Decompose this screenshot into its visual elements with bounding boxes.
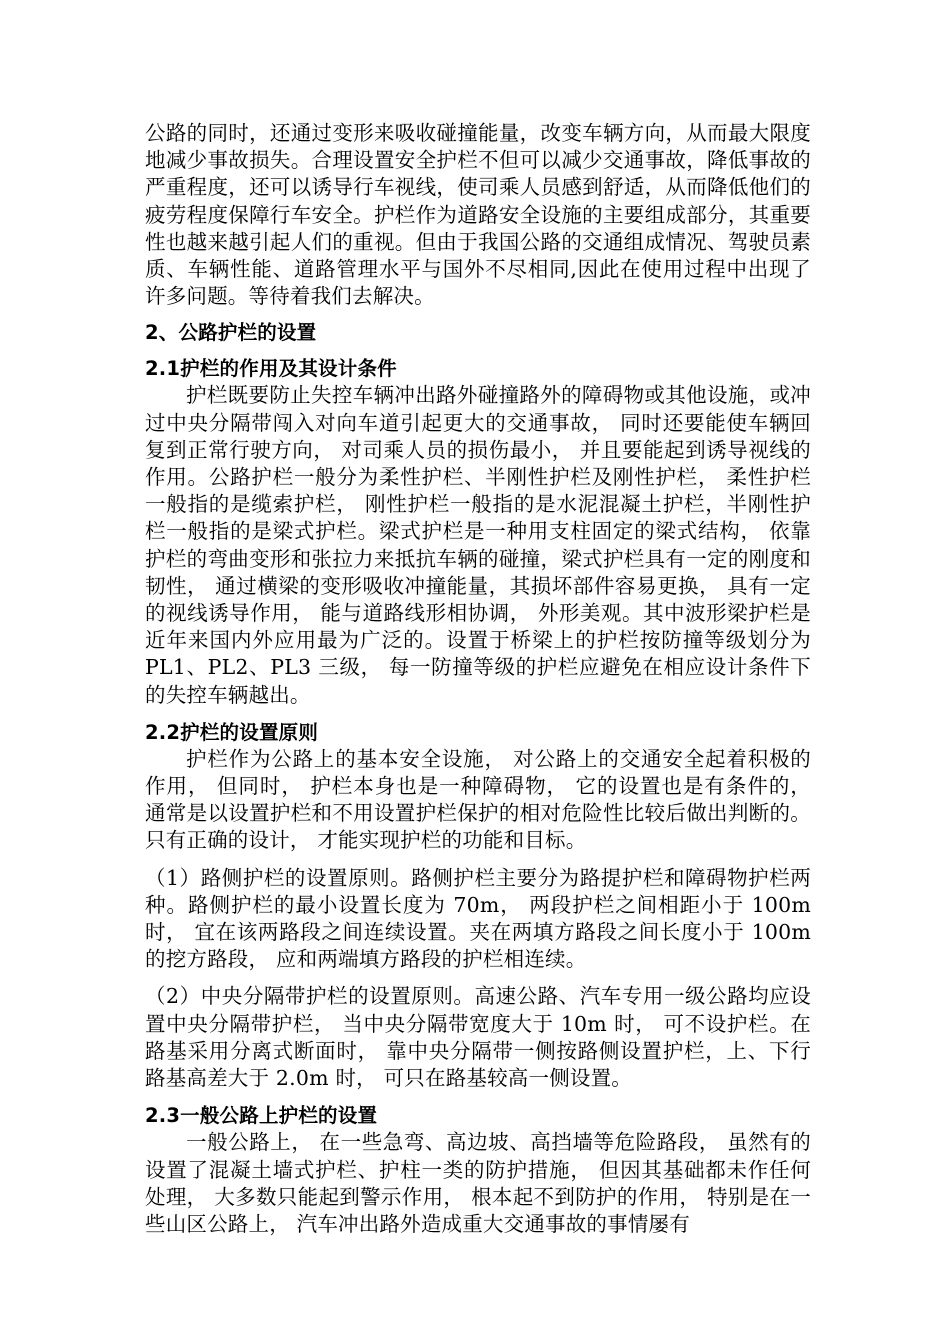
section-2-2-paragraph: 护栏作为公路上的基本安全设施， 对公路上的交通安全起着积极的作用， 但同时， 护栏本身也是一种障碍物， 它的设置也是有条件的， 通常是以设置护栏和不用设置护栏保护的相对危险性比较后做出判断的。只有正确的设计， 才能实现护栏的功能和目标。 xyxy=(145,746,811,853)
section-2-3-heading: 2.3一般公路上护栏的设置 xyxy=(145,1104,378,1128)
document-page xyxy=(145,120,811,1238)
median-guardrail-item: （2）中央分隔带护栏的设置原则。高速公路、汽车专用一级公路均应设置中央分隔带护栏， 当中央分隔带宽度大于 10m 时， 可不设护栏。在路基采用分离式断面时， 靠中央分隔带一侧按路侧设置护栏，上、下行路基高差大于 2.0m 时， 可只在路基较高一侧设置。 xyxy=(145,984,811,1091)
section-2-heading: 2、公路护栏的设置 xyxy=(145,321,317,345)
intro-paragraph: 公路的同时，还通过变形来吸收碰撞能量，改变车辆方向，从而最大限度地减少事故损失。合理设置安全护栏不但可以减少交通事故，降低事故的严重程度，还可以诱导行车视线，使司乘人员感到舒适，从而降低他们的疲劳程度保障行车安全。护栏作为道路安全设施的主要组成部分，其重要性也越来越引起人们的重视。但由于我国公路的交通组成情况、驾驶员素质、车辆性能、道路管理水平与国外不尽相同,因此在使用过程中出现了许多问题。等待着我们去解决。 xyxy=(145,121,811,309)
section-2-1-heading: 2.1护栏的作用及其设计条件 xyxy=(145,357,397,381)
section-2-1-paragraph: 护栏既要防止失控车辆冲出路外碰撞路外的障碍物或其他设施，或冲过中央分隔带闯入对向车道引起更大的交通事故， 同时还要能使车辆回复到正常行驶方向， 对司乘人员的损伤最小， 并且要能起到诱导视线的作用。公路护栏一般分为柔性护栏、半刚性护栏及刚性护栏， 柔性护栏一般指的是缆索护栏， 刚性护栏一般指的是水泥混凝土护栏，半刚性护栏一般指的是梁式护栏。梁式护栏是一种用支柱固定的梁式结构， 依靠护栏的弯曲变形和张拉力来抵抗车辆的碰撞，梁式护栏具有一定的刚度和韧性， 通过横梁的变形吸收冲撞能量，其损坏部件容易更换， 具有一定的视线诱导作用， 能与道路线形相协调， 外形美观。其中波形梁护栏是近年来国内外应用最为广泛的。设置于桥梁上的护栏按防撞等级划分为 PL1、PL2、PL3 三级， 每一防撞等级的护栏应避免在相应设计条件下的失控车辆越出。 xyxy=(145,383,811,707)
section-2-2-heading: 2.2护栏的设置原则 xyxy=(145,720,319,744)
roadside-guardrail-item: （1）路侧护栏的设置原则。路侧护栏主要分为路提护栏和障碍物护栏两种。路侧护栏的最小设置长度为 70m， 两段护栏之间相距小于 100m 时， 宜在该两路段之间连续设置。夹在两填方路段之间长度小于 100m 的挖方路段， 应和两端填方路段的护栏相连续。 xyxy=(145,865,811,972)
section-2-3-paragraph: 一般公路上， 在一些急弯、高边坡、高挡墙等危险路段， 虽然有的设置了混凝土墙式护栏、护柱一类的防护措施， 但因其基础都未作任何处理， 大多数只能起到警示作用， 根本起不到防护的作用， 特别是在一些山区公路上， 汽车冲出路外造成重大交通事故的事情屡有 xyxy=(145,1130,811,1236)
